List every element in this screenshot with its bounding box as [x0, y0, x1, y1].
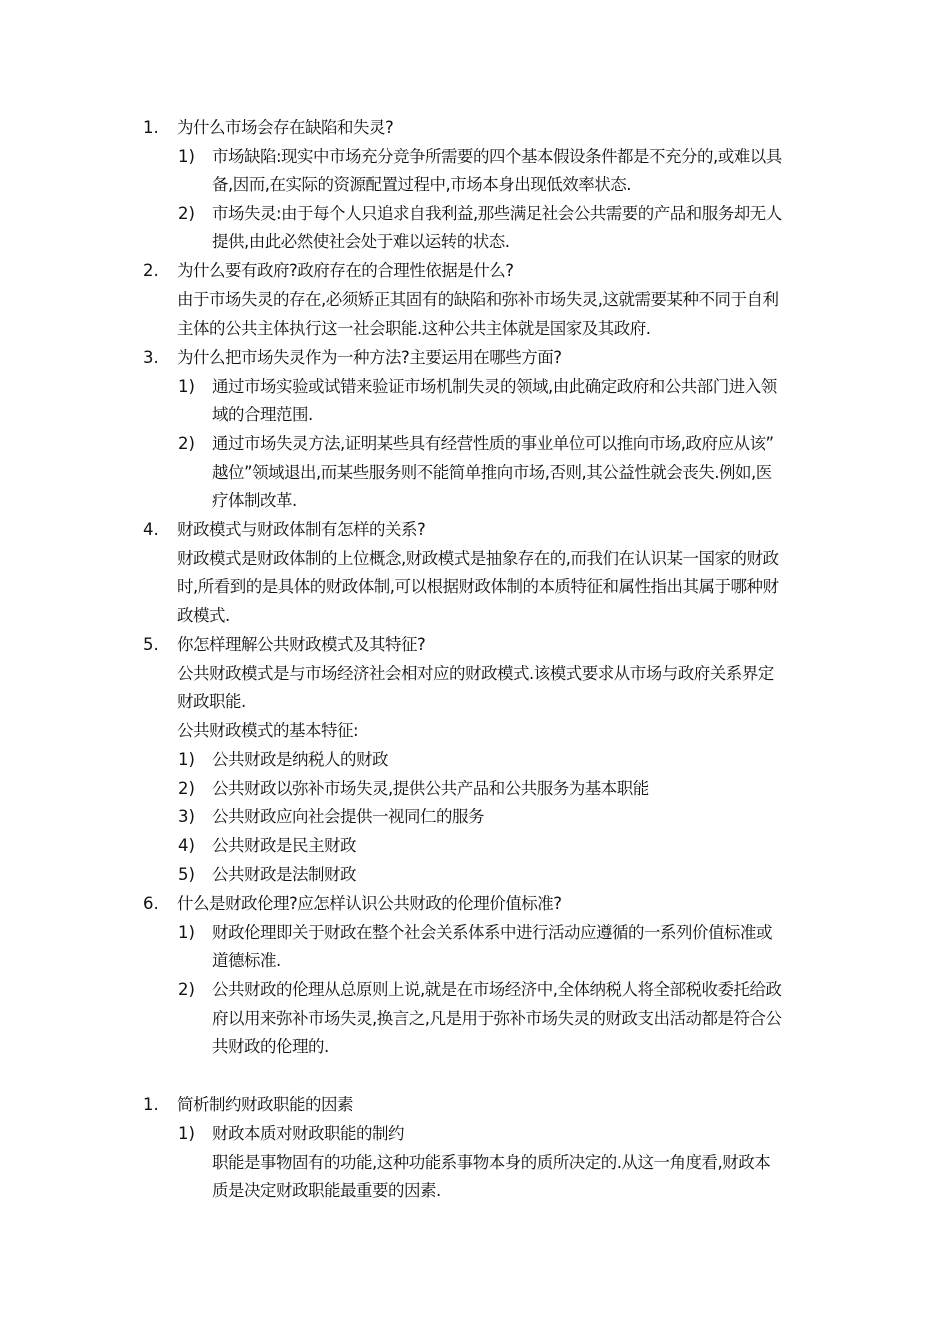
item-text-line: 疗体制改革.: [212, 491, 297, 510]
item-text-line: 越位”领域退出,而某些服务则不能简单推向市场,否则,其公益性就会丧失.例如,医: [212, 463, 772, 482]
item-number: 1): [178, 923, 195, 942]
question-title: 简析制约财政职能的因素: [177, 1095, 353, 1114]
item-text-line: 市场失灵:由于每个人只追求自我利益,那些满足社会公共需要的产品和服务却无人: [212, 204, 782, 223]
item-text-line: 公共财政的伦理从总原则上说,就是在市场经济中,全体纳税人将全部税收委托给政: [212, 980, 782, 999]
question-title: 为什么把市场失灵作为一种方法?主要运用在哪些方面?: [177, 348, 562, 367]
item-number: 2): [178, 204, 195, 223]
feature-item: 公共财政是纳税人的财政: [212, 750, 388, 769]
item-text-line: 域的合理范围.: [212, 405, 313, 424]
item-text-line: 财政伦理即关于财政在整个社会关系体系中进行活动应遵循的一系列价值标准或: [212, 923, 772, 942]
item-text-line: 备,因而,在实际的资源配置过程中,市场本身出现低效率状态.: [212, 175, 631, 194]
item-number: 2): [178, 980, 195, 999]
item-text-line: 市场缺陷:现实中市场充分竞争所需要的四个基本假设条件都是不充分的,或难以具: [212, 147, 782, 166]
question-number: 4.: [143, 520, 159, 539]
item-number: 3): [178, 807, 195, 826]
item-text-line: 道德标准.: [212, 951, 281, 970]
feature-item: 公共财政以弥补市场失灵,提供公共产品和公共服务为基本职能: [212, 779, 649, 798]
question-number: 1.: [143, 1095, 159, 1114]
answer-text-line: 财政模式是财政体制的上位概念,财政模式是抽象存在的,而我们在认识某一国家的财政: [177, 549, 779, 568]
feature-item: 公共财政是民主财政: [212, 836, 356, 855]
question-title: 财政模式与财政体制有怎样的关系?: [177, 520, 426, 539]
answer-text-line: 主体的公共主体执行这一社会职能.这种公共主体就是国家及其政府.: [177, 319, 651, 338]
item-number: 2): [178, 434, 195, 453]
answer-text-line: 由于市场失灵的存在,必须矫正其固有的缺陷和弥补市场失灵,这就需要某种不同于自利: [177, 290, 779, 309]
answer-text-line: 政模式.: [177, 606, 230, 625]
item-text-line: 职能是事物固有的功能,这种功能系事物本身的质所决定的.从这一角度看,财政本: [212, 1153, 771, 1172]
item-text-line: 质是决定财政职能最重要的因素.: [212, 1181, 441, 1200]
features-label: 公共财政模式的基本特征:: [177, 721, 359, 740]
feature-item: 公共财政是法制财政: [212, 865, 356, 884]
item-number: 4): [178, 836, 195, 855]
item-text-line: 府以用来弥补市场失灵,换言之,凡是用于弥补市场失灵的财政支出活动都是符合公: [212, 1009, 782, 1028]
item-text-line: 共财政的伦理的.: [212, 1037, 329, 1056]
question-title: 你怎样理解公共财政模式及其特征?: [177, 635, 426, 654]
question-number: 6.: [143, 894, 159, 913]
answer-text-line: 公共财政模式是与市场经济社会相对应的财政模式.该模式要求从市场与政府关系界定: [177, 664, 774, 683]
question-title: 为什么要有政府?政府存在的合理性依据是什么?: [177, 261, 514, 280]
item-number: 2): [178, 779, 195, 798]
item-number: 5): [178, 865, 195, 884]
question-title: 什么是财政伦理?应怎样认识公共财政的伦理价值标准?: [177, 894, 562, 913]
answer-text-line: 时,所看到的是具体的财政体制,可以根据财政体制的本质特征和属性指出其属于哪种财: [177, 577, 779, 596]
question-number: 1.: [143, 118, 159, 137]
question-number: 3.: [143, 348, 159, 367]
item-heading: 财政本质对财政职能的制约: [212, 1124, 404, 1143]
item-text-line: 通过市场失灵方法,证明某些具有经营性质的事业单位可以推向市场,政府应从该”: [212, 434, 774, 453]
answer-text-line: 财政职能.: [177, 692, 246, 711]
item-text-line: 提供,由此必然使社会处于难以运转的状态.: [212, 232, 510, 251]
feature-item: 公共财政应向社会提供一视同仁的服务: [212, 807, 484, 826]
item-number: 1): [178, 1124, 195, 1143]
question-number: 2.: [143, 261, 159, 280]
item-text-line: 通过市场实验或试错来验证市场机制失灵的领域,由此确定政府和公共部门进入领: [212, 377, 777, 396]
item-number: 1): [178, 377, 195, 396]
item-number: 1): [178, 147, 195, 166]
item-number: 1): [178, 750, 195, 769]
question-title: 为什么市场会存在缺陷和失灵?: [177, 118, 394, 137]
question-number: 5.: [143, 635, 159, 654]
